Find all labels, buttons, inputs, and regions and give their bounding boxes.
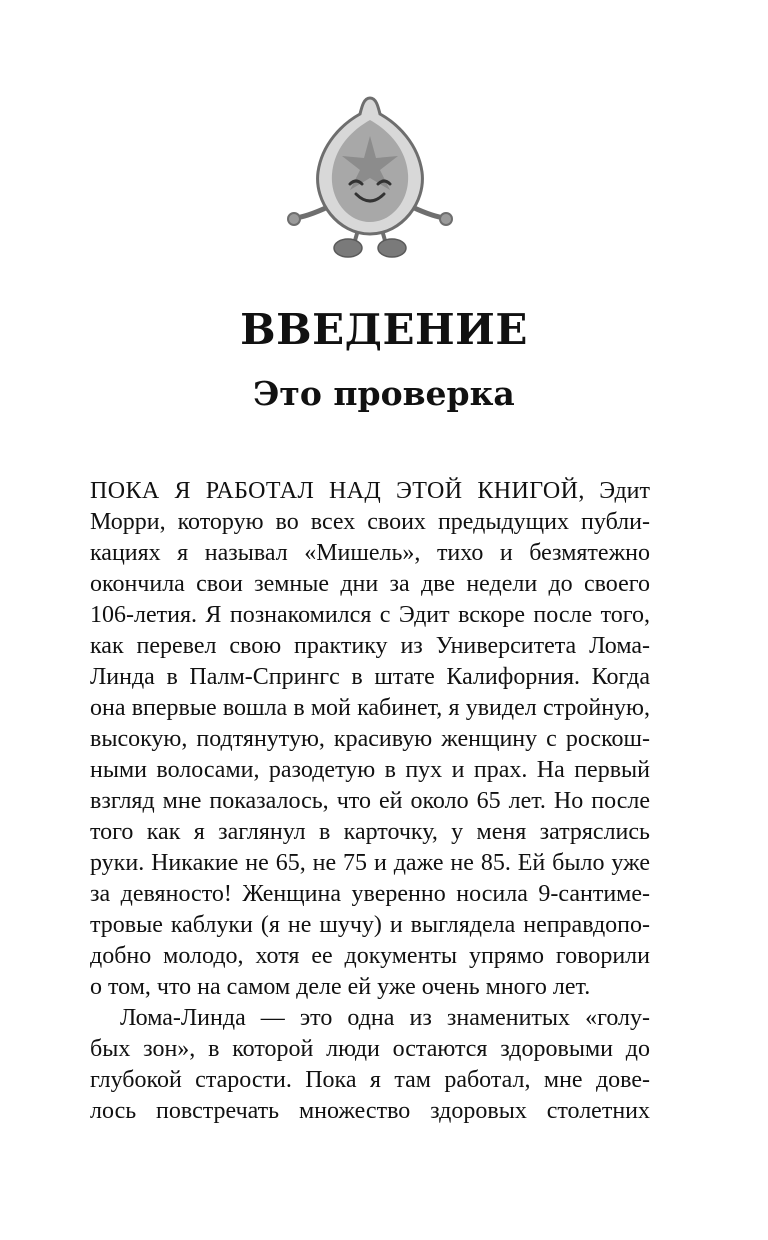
text-line: окончила свои земные дни за две недели до своего <box>90 571 650 597</box>
lead-in-caps: ПОКА Я РАБОТАЛ НАД ЭТОЙ КНИГОЙ, <box>90 478 585 504</box>
text-line: глубокой старости. Пока я там работал, мне дове- <box>90 1067 650 1093</box>
text-line: как перевел свою практику из Университета Лома- <box>90 633 650 659</box>
text-line: добно молодо, хотя ее документы упрямо говорили <box>90 943 650 969</box>
text-line: Лома-Линда — это одна из знаменитых «голу- <box>120 1005 650 1031</box>
text-line: лось повстречать множество здоровых столетних <box>90 1098 650 1124</box>
fig-mascot-icon <box>282 92 458 264</box>
text-line <box>90 476 650 507</box>
paragraph-1 <box>90 476 650 1003</box>
text-line-part: Эдит <box>584 478 650 504</box>
mascot-left-hand <box>288 213 300 225</box>
text-line: Морри, которую во всех своих предыдущих публи- <box>90 509 650 535</box>
text-line: взгляд мне показалось, что ей около 65 лет. Но после <box>90 788 650 814</box>
text-line: она впервые вошла в мой кабинет, я увидел стройную, <box>90 695 650 721</box>
body-text <box>90 476 650 1127</box>
mascot-right-hand <box>440 213 452 225</box>
text-line: высокую, подтянутую, красивую женщину с роскош- <box>90 726 650 752</box>
mascot-left-foot <box>334 239 362 257</box>
text-line: кациях я называл «Мишель», тихо и безмятежно <box>90 540 650 566</box>
text-line: ными волосами, разодетую в пух и прах. На первый <box>90 757 650 783</box>
text-line: Линда в Палм-Спрингс в штате Калифорния. Когда <box>90 664 650 690</box>
text-line: того как я заглянул в карточку, у меня затряслись <box>90 819 650 845</box>
text-line: 106-летия. Я познакомился с Эдит вскоре после того, <box>90 602 650 628</box>
chapter-subtitle: Это проверка <box>253 374 515 413</box>
paragraph-2 <box>90 1003 650 1127</box>
mascot-right-foot <box>378 239 406 257</box>
text-line: бых зон», в которой люди остаются здоровыми до <box>90 1036 650 1062</box>
text-line: за девяносто! Женщина уверенно носила 9-сантиме- <box>90 881 650 907</box>
text-line: руки. Никакие не 65, не 75 и даже не 85. Ей было уже <box>90 850 650 876</box>
text-line: тровые каблуки (я не шучу) и выглядела неправдопо- <box>90 912 650 938</box>
chapter-title: ВВЕДЕНИЕ <box>240 305 528 354</box>
text-line: о том, что на самом деле ей уже очень много лет. <box>90 974 591 1000</box>
